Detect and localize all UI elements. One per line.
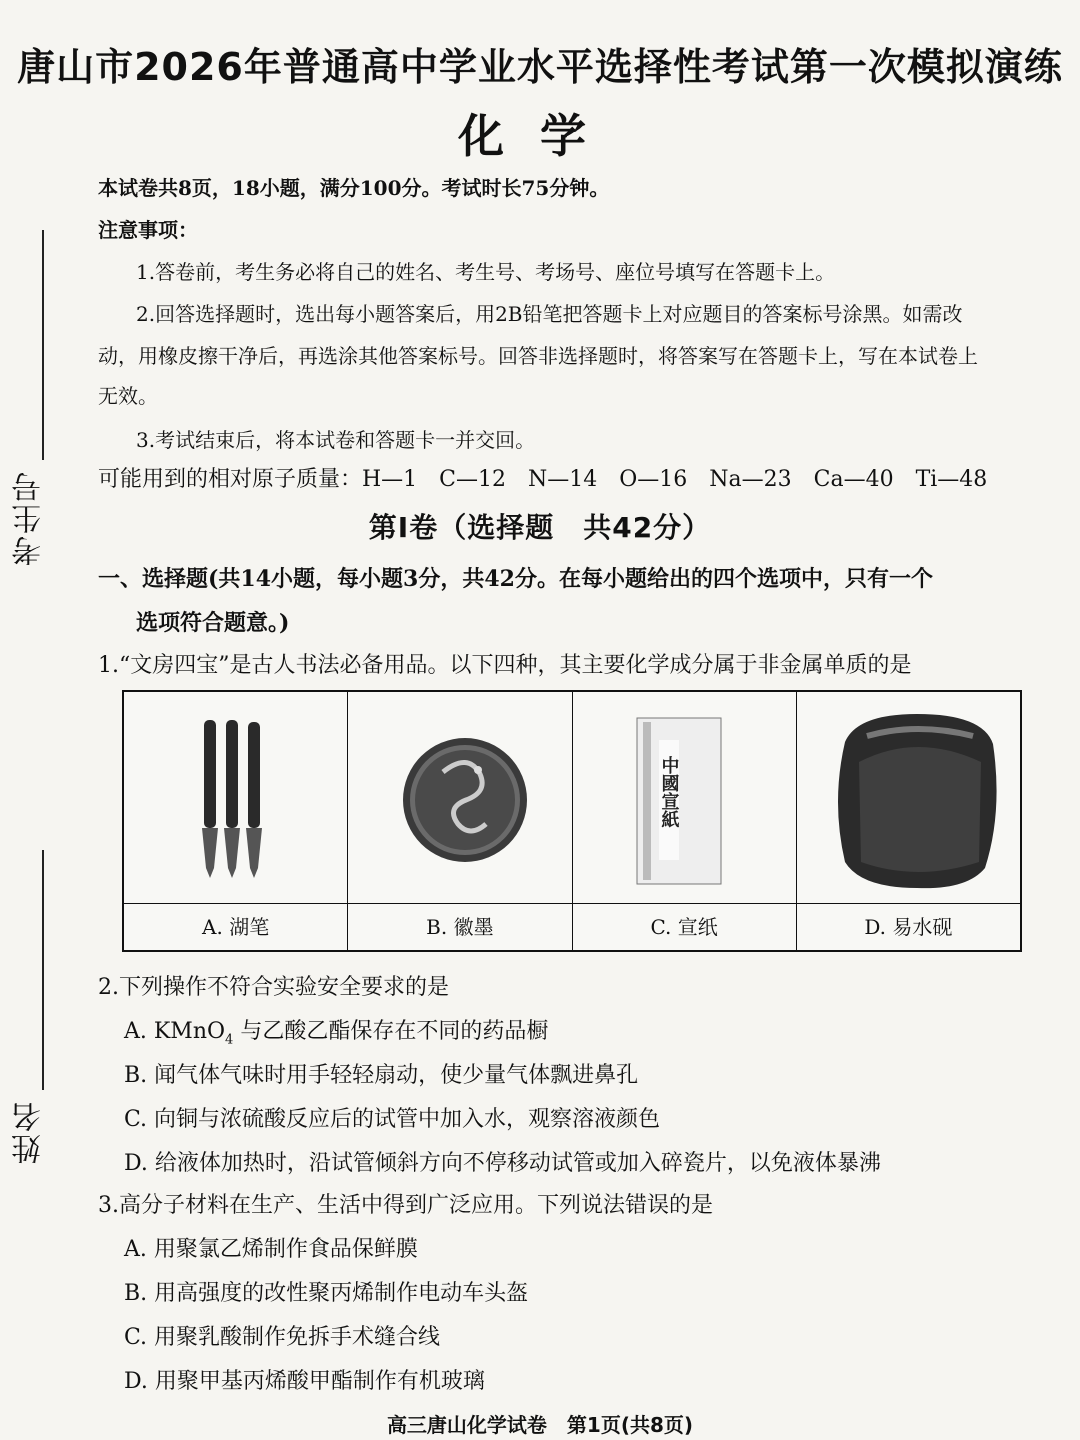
notice-1: 1.答卷前，考生务必将自己的姓名、考生号、考场号、座位号填写在答题卡上。	[136, 260, 836, 284]
xuan-paper-image	[573, 692, 787, 906]
q2-option-d: D. 给液体加热时，沿试管倾斜方向不停移动试管或加入碎瓷片，以免液体暴沸	[124, 1151, 881, 1176]
exam-number-underline	[42, 230, 44, 460]
q1-cell-b	[348, 692, 572, 950]
section-instruction-b: 选项符合题意。)	[136, 610, 290, 636]
q3-option-a: A. 用聚氯乙烯制作食品保鲜膜	[124, 1237, 418, 1262]
name-underline	[42, 850, 44, 1090]
brush-pens-image	[124, 692, 338, 906]
page-footer: 高三唐山化学试卷 第1页(共8页)	[386, 1413, 694, 1437]
q2-option-a-sub: 4	[225, 1032, 234, 1048]
exam-info: 本试卷共8页，18小题，满分100分。考试时长75分钟。	[98, 176, 610, 200]
q1-option-a: A. 湖笔	[124, 903, 347, 950]
q3-option-b: B. 用高强度的改性聚丙烯制作电动车头盔	[124, 1281, 529, 1306]
q1-cell-a	[124, 692, 348, 950]
q1-stem: 1.“文房四宝”是古人书法必备用品。以下四种，其主要化学成分属于非金属单质的是	[98, 653, 912, 678]
notice-2a: 2.回答选择题时，选出每小题答案后，用2B铅笔把答题卡上对应题目的答案标号涂黑。如需改	[136, 302, 963, 326]
notice-title: 注意事项：	[98, 218, 198, 242]
q1-option-c: C. 宣纸	[573, 903, 796, 950]
notice-2b: 动，用橡皮擦干净后，再选涂其他答案标号。回答非选择题时，将答案写在答题卡上，写在本试卷上	[98, 344, 978, 368]
paper-package-label: 中國宣紙	[658, 756, 679, 828]
atomic-masses: 可能用到的相对原子质量：H—1 C—12 N—14 O—16 Na—23 Ca—40 Ti—48	[98, 467, 988, 492]
q2-stem: 2.下列操作不符合实验安全要求的是	[98, 975, 449, 1000]
q1-option-d: D. 易水砚	[797, 903, 1020, 950]
q1-cell-c	[573, 692, 797, 950]
notice-2c: 无效。	[98, 384, 158, 408]
q2-option-b: B. 闻气体气味时用手轻轻扇动，使少量气体飘进鼻孔	[124, 1063, 639, 1088]
q3-option-d: D. 用聚甲基丙烯酸甲酯制作有机玻璃	[124, 1369, 485, 1394]
notice-3: 3.考试结束后，将本试卷和答题卡一并交回。	[136, 428, 536, 452]
exam-title: 唐山市2026年普通高中学业水平选择性考试第一次模拟演练	[17, 45, 1063, 89]
section-title: 第Ⅰ卷（选择题 共42分）	[368, 511, 712, 544]
subject-title: 化学	[458, 109, 622, 163]
q1-option-b: B. 徽墨	[348, 903, 571, 950]
q2-option-c: C. 向铜与浓硫酸反应后的试管中加入水，观察溶液颜色	[124, 1107, 661, 1132]
q2-option-a	[124, 1014, 548, 1047]
q2-option-a-post: 与乙酸乙酯保存在不同的药品橱	[233, 1019, 549, 1044]
exam-number-label: 考生号	[12, 470, 47, 566]
name-label: 姓名	[12, 1100, 47, 1164]
q3-option-c: C. 用聚乳酸制作免拆手术缝合线	[124, 1325, 441, 1350]
section-instruction-a: 一、选择题(共14小题，每小题3分，共42分。在每小题给出的四个选项中，只有一个	[98, 566, 933, 592]
inkstone-image	[797, 692, 1031, 906]
q1-cell-d	[797, 692, 1020, 950]
ink-stick-image	[348, 692, 582, 906]
q3-stem: 3.高分子材料在生产、生活中得到广泛应用。下列说法错误的是	[98, 1193, 713, 1218]
q2-option-a-pre: A. KMnO	[124, 1019, 226, 1044]
q1-image-table	[122, 690, 1022, 952]
